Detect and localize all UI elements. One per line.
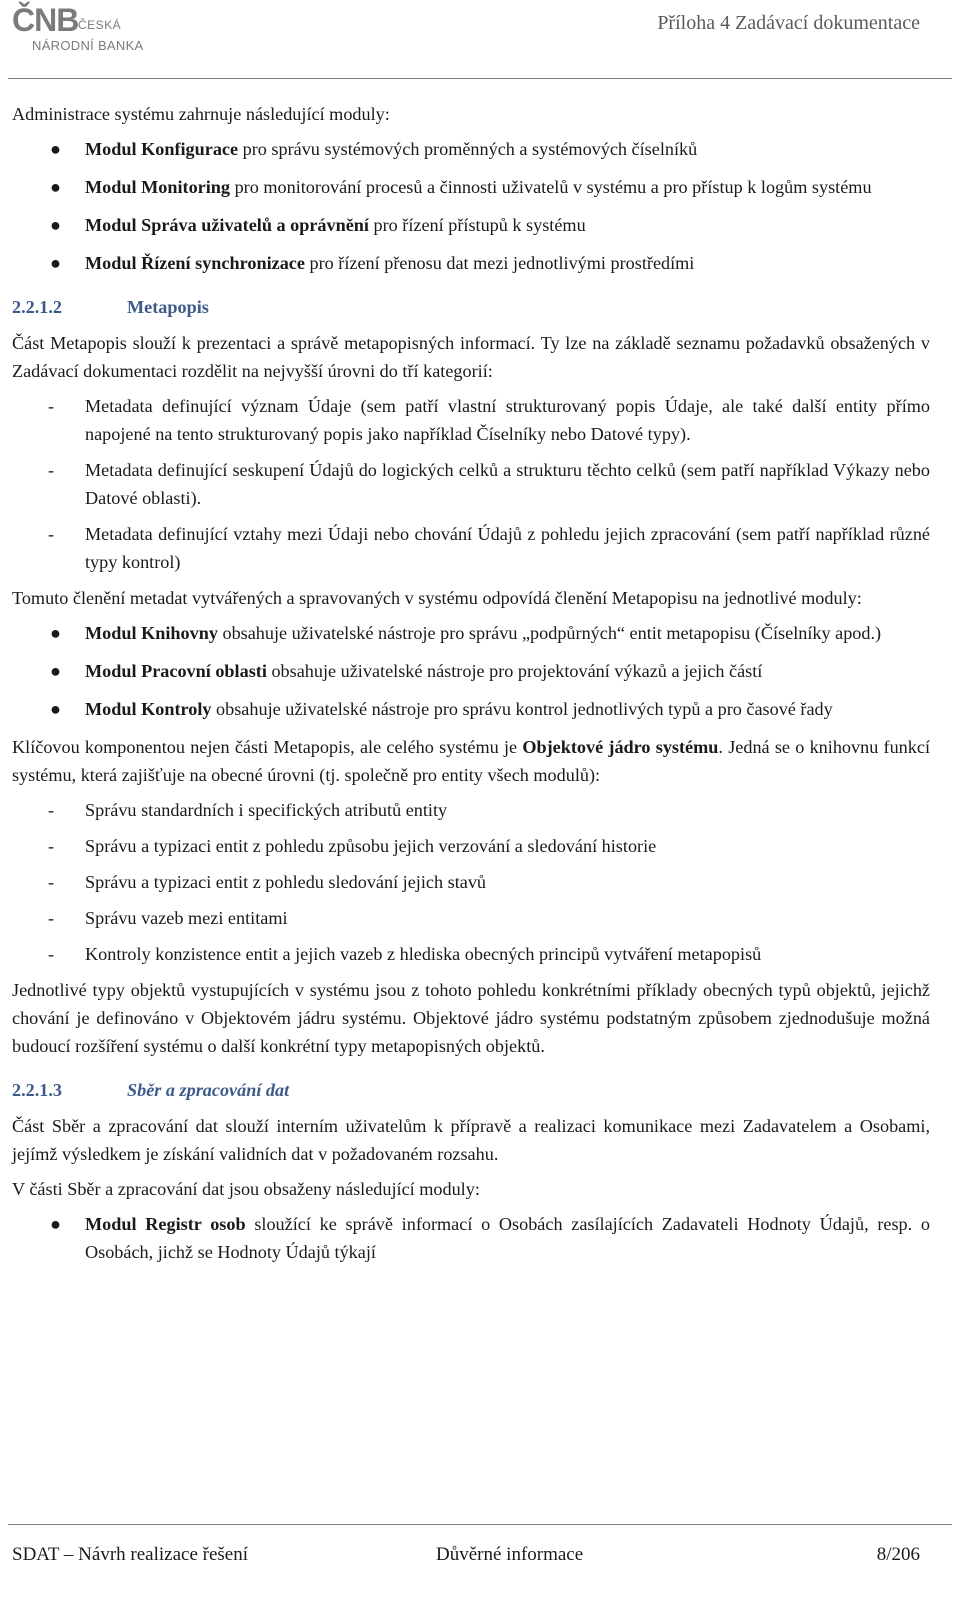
section-title: Metapopis — [127, 297, 209, 317]
module-desc: obsahuje uživatelské nástroje pro správu kontrol jednotlivých typů a pro časové řady — [211, 699, 833, 719]
core-list — [12, 796, 930, 968]
list-item-text: Kontroly konzistence entit a jejich vazeb z hlediska obecných principů vytváření metapopisů — [85, 944, 762, 964]
category-list — [12, 392, 930, 576]
logo-line-1: ČESKÁ — [78, 18, 122, 32]
header-divider — [8, 78, 952, 79]
paragraph: Tomuto členění metadat vytvářených a spravovaných v systému odpovídá členění Metapopisu na jednotlivé moduly: — [12, 588, 862, 608]
module-desc: pro monitorování procesů a činnosti uživatelů v systému a pro přístup k logům systému — [230, 177, 872, 197]
text-run: Klíčovou komponentou nejen části Metapopis, ale celého systému je — [12, 737, 523, 757]
list-item — [12, 904, 930, 932]
module-name: Modul Pracovní oblasti — [85, 661, 267, 681]
text-run-bold: Objektové jádro systému — [522, 737, 719, 757]
list-item-text: Metadata definující vztahy mezi Údaji nebo chování Údajů z pohledu jejich zpracování (sem patří například různé typy kontrol) — [85, 524, 930, 572]
module-desc: pro správu systémových proměnných a systémových číselníků — [238, 139, 698, 159]
logo-mark: ČNB — [12, 2, 79, 38]
module-desc: pro řízení přenosu dat mezi jednotlivými prostředími — [304, 253, 695, 273]
admin-intro: Administrace systému zahrnuje následující moduly: — [12, 104, 390, 124]
module-name: Modul Kontroly — [85, 699, 212, 719]
paragraph-core — [12, 733, 930, 789]
module-name: Modul Správa uživatelů a oprávnění — [85, 215, 369, 235]
module-desc: sloužící ke správě informací o Osobách zasílajících Zadavateli Hodnoty Údajů, resp. o Osobách, jichž se Hodnoty Údajů týkají — [85, 1214, 930, 1262]
section-number: 2.2.1.3 — [12, 1080, 63, 1100]
module-name: Modul Řízení synchronizace — [85, 253, 305, 273]
list-item-text: Správu standardních i specifických atributů entity — [85, 800, 448, 820]
list-item — [12, 796, 930, 824]
document-body — [12, 100, 930, 1276]
list-item — [12, 249, 930, 277]
paragraph: Část Metapopis slouží k prezentaci a správě metapopisných informací. Ty lze na základě seznamu požadavků obsažených v Zadávací dokumentaci rozdělit na nejvyšší úrovni do tří kategorií: — [12, 333, 930, 381]
header-title: Příloha 4 Zadávací dokumentace — [657, 12, 920, 34]
module-name: Modul Knihovny — [85, 623, 218, 643]
dash-marker: - — [48, 800, 55, 820]
section-title: Sběr a zpracování dat — [127, 1080, 290, 1100]
dash-marker: - — [48, 872, 55, 892]
dash-marker: - — [48, 396, 55, 416]
section-heading-metapopis — [12, 293, 930, 321]
bullet-icon: ● — [50, 215, 61, 235]
bullet-icon: ● — [50, 1214, 61, 1234]
text-run: . Jedná se o knihovnu funkcí systému, která zajišťuje na obecné úrovni (tj. společně pro entity všech modulů): — [12, 737, 930, 785]
bullet-icon: ● — [50, 177, 61, 197]
bullet-icon: ● — [50, 699, 61, 719]
list-item-text: Metadata definující seskupení Údajů do logických celků a strukturu těchto celků (sem patří například Výkazy nebo Datové oblasti). — [85, 460, 930, 508]
list-item — [12, 1210, 930, 1266]
paragraph: Jednotlivé typy objektů vystupujících v systému jsou z tohoto pohledu konkrétními příklady obecných typů objektů, jejichž chování je definováno v Objektovém jádru systému. Objektové jádro systému podstatným způsobem zjednodušuje možná budoucí rozšíření systému o další konkrétní typy metapopisných objektů. — [12, 980, 930, 1056]
list-item — [12, 392, 930, 448]
list-item — [12, 211, 930, 239]
list-item-text: Správu a typizaci entit z pohledu způsobu jejich verzování a sledování historie — [85, 836, 657, 856]
list-item — [12, 695, 930, 723]
bullet-icon: ● — [50, 139, 61, 159]
list-item — [12, 868, 930, 896]
list-item-text: Správu a typizaci entit z pohledu sledování jejich stavů — [85, 872, 487, 892]
metapopis-module-list — [12, 619, 930, 723]
bullet-icon: ● — [50, 661, 61, 681]
sber-module-list — [12, 1210, 930, 1266]
section-number: 2.2.1.2 — [12, 297, 63, 317]
cnb-logo — [12, 4, 162, 58]
list-item — [12, 657, 930, 685]
section-heading-sber — [12, 1076, 930, 1104]
dash-marker: - — [48, 908, 55, 928]
list-item — [12, 173, 930, 201]
list-item — [12, 940, 930, 968]
footer-center: Důvěrné informace — [436, 1544, 584, 1565]
module-desc: pro řízení přístupů k systému — [368, 215, 586, 235]
admin-module-list — [12, 135, 930, 277]
logo-line-2: NÁRODNÍ BANKA — [32, 38, 144, 53]
dash-marker: - — [48, 524, 55, 544]
list-item — [12, 456, 930, 512]
module-name: Modul Registr osob — [85, 1214, 246, 1234]
module-name: Modul Konfigurace — [85, 139, 239, 159]
list-item — [12, 619, 930, 647]
footer-left: SDAT – Návrh realizace řešení — [12, 1544, 248, 1565]
dash-marker: - — [48, 944, 55, 964]
list-item-text: Správu vazeb mezi entitami — [85, 908, 288, 928]
bullet-icon: ● — [50, 253, 61, 273]
list-item — [12, 832, 930, 860]
list-item — [12, 135, 930, 163]
module-desc: obsahuje uživatelské nástroje pro projektování výkazů a jejich částí — [266, 661, 763, 681]
dash-marker: - — [48, 836, 55, 856]
paragraph: Část Sběr a zpracování dat slouží interním uživatelům k přípravě a realizaci komunikace mezi Zadavatelem a Osobami, jejímž výsledkem je získání validních dat v požadovaném rozsahu. — [12, 1116, 930, 1164]
list-item — [12, 520, 930, 576]
page-number: 8/206 — [876, 1544, 920, 1565]
module-desc: obsahuje uživatelské nástroje pro správu „podpůrných“ entit metapopisu (Číselníky apod.) — [217, 623, 882, 643]
bullet-icon: ● — [50, 623, 61, 643]
list-item-text: Metadata definující význam Údaje (sem patří vlastní strukturovaný popis Údaje, ale také další entity přímo napojené na tento strukturovaný popis jako například Číselníky nebo Datové typy). — [85, 396, 930, 444]
module-name: Modul Monitoring — [85, 177, 231, 197]
footer-divider — [8, 1524, 952, 1525]
paragraph: V části Sběr a zpracování dat jsou obsaženy následující moduly: — [12, 1179, 480, 1199]
dash-marker: - — [48, 460, 55, 480]
